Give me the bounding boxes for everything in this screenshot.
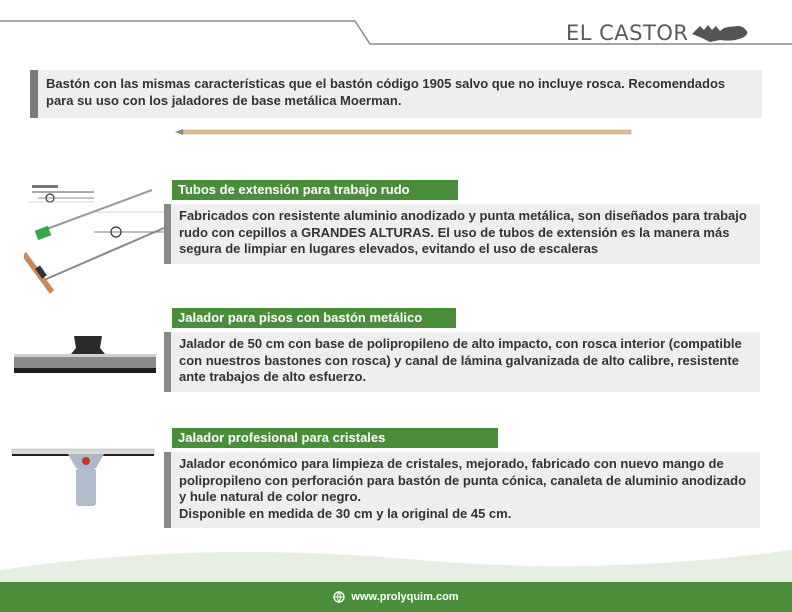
section-title-extension-tubes: Tubos de extensión para trabajo rudo xyxy=(172,180,458,200)
footer-bar xyxy=(0,582,792,612)
section-title-window-squeegee: Jalador profesional para cristales xyxy=(172,428,498,448)
floor-squeegee-image xyxy=(12,334,158,376)
beaver-logo-icon xyxy=(690,22,752,46)
intro-text-after: salvo que no incluye rosca. Recomendados para su uso con los jaladores de base metálica Moerman. xyxy=(46,76,726,108)
brand-name: EL CASTOR xyxy=(566,21,689,45)
section-body-window-squeegee-sizes: Disponible en medida de 30 cm y la original de 45 cm. xyxy=(179,505,512,521)
footer-url-link[interactable]: www.prolyquim.com xyxy=(351,591,459,603)
window-squeegee-image xyxy=(10,444,156,510)
globe-icon xyxy=(333,591,345,603)
section-body-window-squeegee-text: Jalador económico para limpieza de cristales, mejorado, fabricado con nuevo mango de polipropileno con perforación para bastón de punta cónica, canaleta de aluminio anodizado y hule natural de color negro. xyxy=(179,456,747,504)
intro-note xyxy=(30,70,762,118)
section-body-window-squeegee xyxy=(164,452,760,528)
intro-code: 1905 xyxy=(422,76,452,91)
section-body-floor-squeegee: Jalador de 50 cm con base de polipropileno de alto impacto, con rosca interior (compatible con nuestros bastones con rosca) y canal de lámina galvanizada de alto calibre, resistente ante trabajos de alto esfuerzo. xyxy=(164,332,760,392)
decorative-wave xyxy=(0,530,792,582)
extension-tube-image xyxy=(24,180,174,304)
section-title-floor-squeegee: Jalador para pisos con bastón metálico xyxy=(172,308,456,328)
section-body-extension-tubes: Fabricados con resistente aluminio anodizado y punta metálica, son diseñados para trabajo rudo con cepillos a GRANDES ALTURAS. El uso de tubos de extensión es la manera más segura de limpiar en lugares elevados, evitando el uso de escaleras xyxy=(164,204,760,264)
wooden-stick-image xyxy=(175,126,635,138)
intro-text-before: Bastón con las mismas características que el bastón código xyxy=(46,76,423,91)
